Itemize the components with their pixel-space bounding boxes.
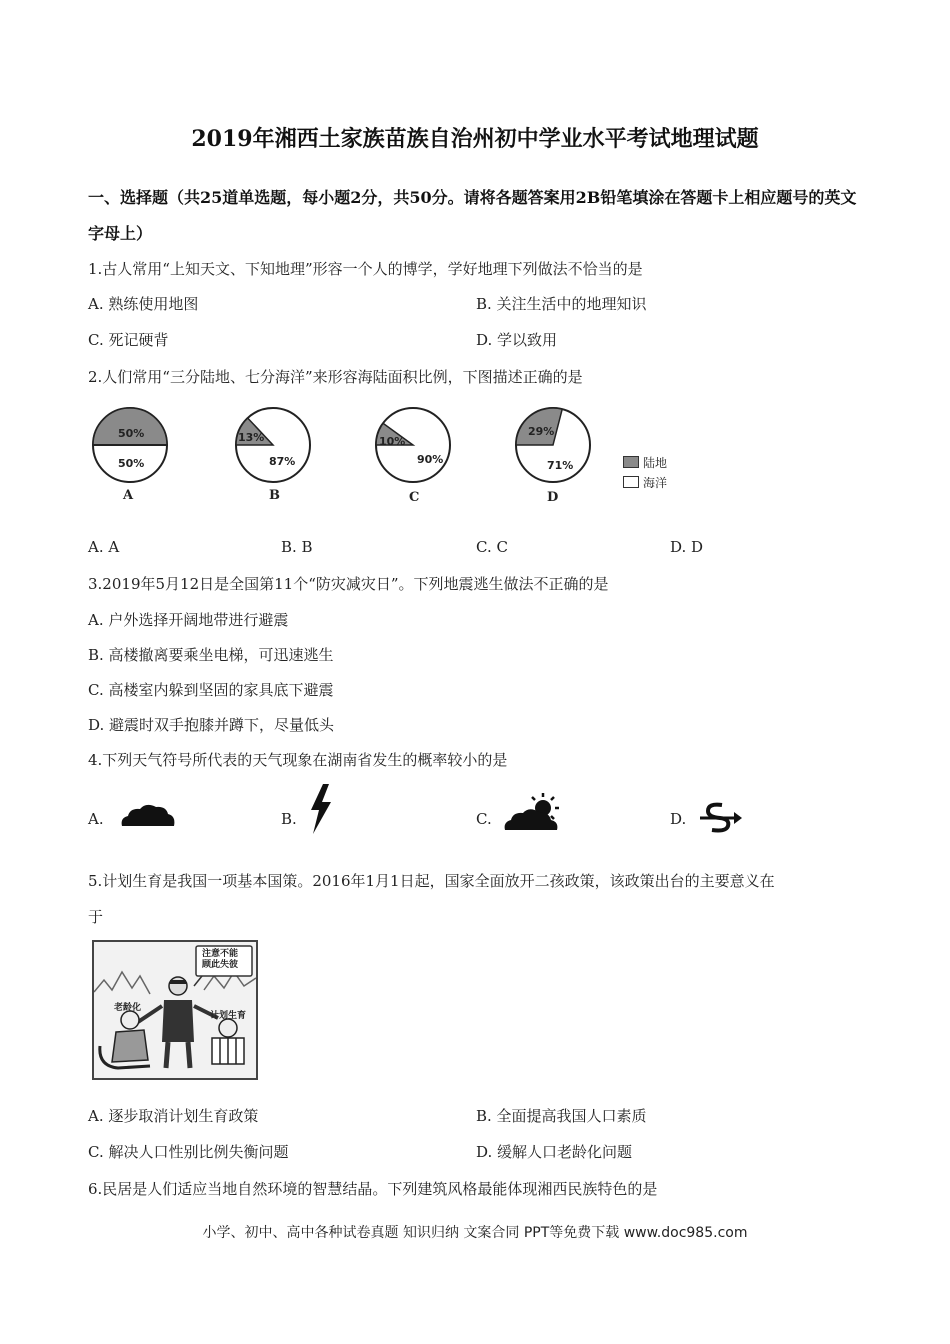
- pie-b-land-label: 13%: [238, 431, 265, 444]
- question-1-option-c: C. 死记硬背: [88, 331, 169, 349]
- pie-b-ocean-label: 87%: [269, 455, 296, 468]
- legend-land-label: 陆地: [643, 455, 668, 470]
- pie-d-ocean-label: 71%: [547, 459, 574, 472]
- question-1-option-b: B. 关注生活中的地理知识: [476, 295, 647, 313]
- pie-legend: [623, 452, 667, 492]
- question-4-option-a-label: A.: [88, 810, 104, 828]
- question-5-stem-line2: 于: [88, 908, 104, 926]
- question-2-option-d: D. D: [670, 538, 704, 556]
- pie-b-letter: B: [269, 488, 280, 503]
- thunder-icon: [305, 782, 335, 836]
- question-3-option-c: C. 高楼室内躲到坚固的家具底下避震: [88, 681, 334, 699]
- question-5-stem-line1: 5.计划生育是我国一项基本国策。2016年1月1日起，国家全面放开二孩政策，该政策出台的主要意义在: [88, 872, 775, 890]
- question-3-option-b: B. 高楼撤离要乘坐电梯，可迅速逃生: [88, 646, 334, 664]
- legend-ocean-label: 海洋: [643, 475, 668, 490]
- pie-a-ocean-label: 50%: [118, 457, 145, 470]
- question-5-option-a: A. 逐步取消计划生育政策: [88, 1107, 259, 1125]
- pie-a-letter: A: [123, 488, 134, 503]
- pie-a-graphic: [90, 405, 170, 485]
- question-4-option-b-label: B.: [281, 810, 297, 828]
- pie-chart-d: [513, 405, 593, 505]
- question-1-option-d: D. 学以致用: [476, 331, 558, 349]
- question-1-option-a: A. 熟练使用地图: [88, 295, 199, 313]
- question-5-option-d: D. 缓解人口老龄化问题: [476, 1143, 633, 1161]
- question-2-option-b: B. B: [281, 538, 313, 556]
- question-1-stem: 1.古人常用“上知天文、下知地理”形容一个人的博学，学好地理下列做法不恰当的是: [88, 260, 643, 278]
- question-3-option-d: D. 避震时双手抱膝并蹲下，尽量低头: [88, 716, 335, 734]
- question-4-option-c-label: C.: [476, 810, 492, 828]
- pie-c-land-label: 10%: [379, 435, 406, 448]
- question-4-option-d-label: D.: [670, 810, 687, 828]
- question-2-option-c: C. C: [476, 538, 508, 556]
- section-heading: 一、选择题（共25道单选题，每小题2分，共50分。请将各题答案用2B铅笔填涂在答题卡上相应题号的英文字母上）: [88, 188, 857, 243]
- sandstorm-icon: [698, 801, 744, 835]
- question-2-option-a: A. A: [88, 538, 120, 556]
- question-2-stem: 2.人们常用“三分陆地、七分海洋”来形容海陆面积比例，下图描述正确的是: [88, 368, 583, 386]
- page-footer: 小学、初中、高中各种试卷真题 知识归纳 文案合同 PPT等免费下载 www.doc985.com: [202, 1225, 748, 1241]
- pie-d-letter: D: [547, 490, 559, 505]
- pie-d-land-label: 29%: [528, 425, 555, 438]
- cartoon-right-label: 计划生育: [210, 1011, 247, 1021]
- pie-c-ocean-label: 90%: [417, 453, 444, 466]
- overcast-icon: [118, 800, 178, 830]
- pie-chart-b: [233, 405, 313, 505]
- pie-b-graphic: [233, 405, 313, 485]
- legend-land-swatch: [623, 456, 639, 468]
- pie-a-land-label: 50%: [118, 427, 145, 440]
- cartoon-bubble: [202, 949, 238, 971]
- legend-land: [623, 452, 667, 472]
- legend-ocean: [623, 472, 667, 492]
- question-3-stem: 3.2019年5月12日是全国第11个“防灾减灾日”。下列地震逃生做法不正确的是: [88, 575, 609, 593]
- pie-c-letter: C: [409, 490, 420, 505]
- pie-chart-c: [373, 405, 453, 505]
- cartoon-bubble-line1: 注意不能: [202, 949, 239, 959]
- question-4-stem: 4.下列天气符号所代表的天气现象在湖南省发生的概率较小的是: [88, 751, 508, 769]
- question-5-option-c: C. 解决人口性别比例失衡问题: [88, 1143, 289, 1161]
- pie-chart-a: [90, 405, 170, 505]
- cartoon-bubble-line2: 顾此失彼: [202, 960, 239, 970]
- policy-cartoon: [92, 940, 258, 1080]
- pie-d-graphic: [513, 405, 593, 485]
- legend-ocean-swatch: [623, 476, 639, 488]
- page-title: 2019年湘西土家族苗族自治州初中学业水平考试地理试题: [191, 126, 759, 152]
- cartoon-left-label: 老龄化: [114, 1003, 142, 1013]
- question-3-option-a: A. 户外选择开阔地带进行避震: [88, 611, 289, 629]
- question-5-option-b: B. 全面提高我国人口素质: [476, 1107, 647, 1125]
- cloudy-sun-icon: [503, 792, 565, 834]
- question-6-stem: 6.民居是人们适应当地自然环境的智慧结晶。下列建筑风格最能体现湘西民族特色的是: [88, 1180, 658, 1198]
